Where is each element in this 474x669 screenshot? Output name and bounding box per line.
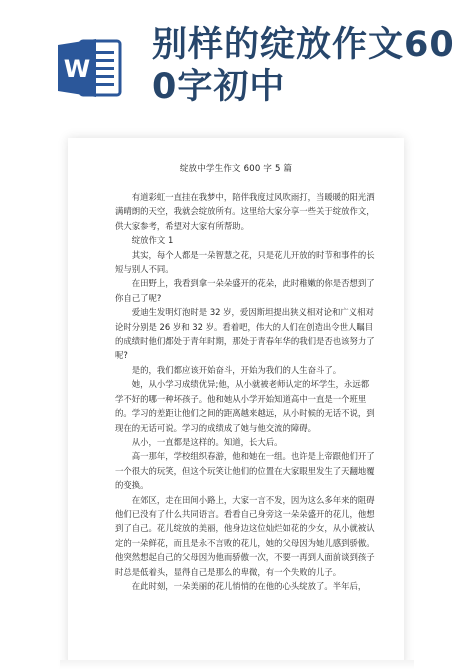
document-body xyxy=(115,190,375,593)
paragraph: 从小，一直都是这样的。知道，长大后。 xyxy=(131,436,283,447)
page-header xyxy=(0,0,474,120)
paragraph: 在田野上，我看到拿一朵朵盛开的花朵，此时稚嫩的你是否想到了你自己了呢? xyxy=(115,278,375,303)
paragraph: 其实，每个人都是一朵智慧之花，只是花儿开放的时节和事件的长短与别人不同。 xyxy=(115,249,375,275)
paragraph: 绽放作文 1 xyxy=(131,235,174,246)
paragraph: 在郊区，走在田间小路上，大家一言不发，因为这么多年来的阻碍他们已没有了什么共同语言。看看自己身旁这一朵朵盛开的花儿，他想到了自己。花儿绽放的美丽，他身边这位灿烂如花的少女，从小就被认定的一朵鲜花，而且是永不言败的花儿，她的父母因为她儿感到骄傲。他突然想起自己的父母因为他而骄傲一次，不要一再到人面前谈到孩子时总是低着头，显得自己是那么的卑微，有一个失败的儿子。 xyxy=(115,494,375,577)
paragraph: 高一那年，学校组织春游，他和她在一组。也许是上帝跟他们开了一个很大的玩笑，但这个玩笑让他们的位置在大家眼里发生了天翻地覆的变换。 xyxy=(115,451,375,491)
document-page xyxy=(68,138,404,669)
svg-text:W: W xyxy=(63,55,91,83)
paragraph: 爱迪生发明灯泡时是 32 岁，爱因斯坦提出狭义相对论和广义相对论时分别是 26 岁和 32 岁。看着吧，伟大的人们在创造出令世人瞩目的成绩时他们都处于青年时期，那处于青春年华的我们是否也该努力了呢? xyxy=(115,307,375,361)
paragraph: 她，从小学习成绩优异;他，从小就被老师认定的坏学生，永远都学不好的哪一种坏孩子。他和她从小学开始知道高中一直是一个班里的。学习的差距让他们之间的距离越来越远，从小时候的无话不说，到现在的无话可说。学习的成绩成了她与他交流的障碍。 xyxy=(115,379,375,433)
document-title: 绽放中学生作文 600 字 5 篇 xyxy=(179,164,293,174)
page-shadow xyxy=(60,660,414,669)
paragraph: 有道彩虹一直挂在我梦中，陪伴我度过风吹雨打，当暖暖的阳光洒满晴朗的天空，我就会绽放所有。这里给大家分享一些关于绽放作文，供大家参考，希望对大家有所帮助。 xyxy=(115,192,375,231)
paragraph: 在此时刻，一朵美丽的花儿悄悄的在他的心头绽放了。半年后， xyxy=(131,580,367,591)
word-icon xyxy=(58,35,124,101)
paragraph: 是的，我们都应该开始奋斗，开始为我们的人生奋斗了。 xyxy=(131,364,342,375)
page-title: 别样的绽放作文600字初中 xyxy=(152,25,455,107)
